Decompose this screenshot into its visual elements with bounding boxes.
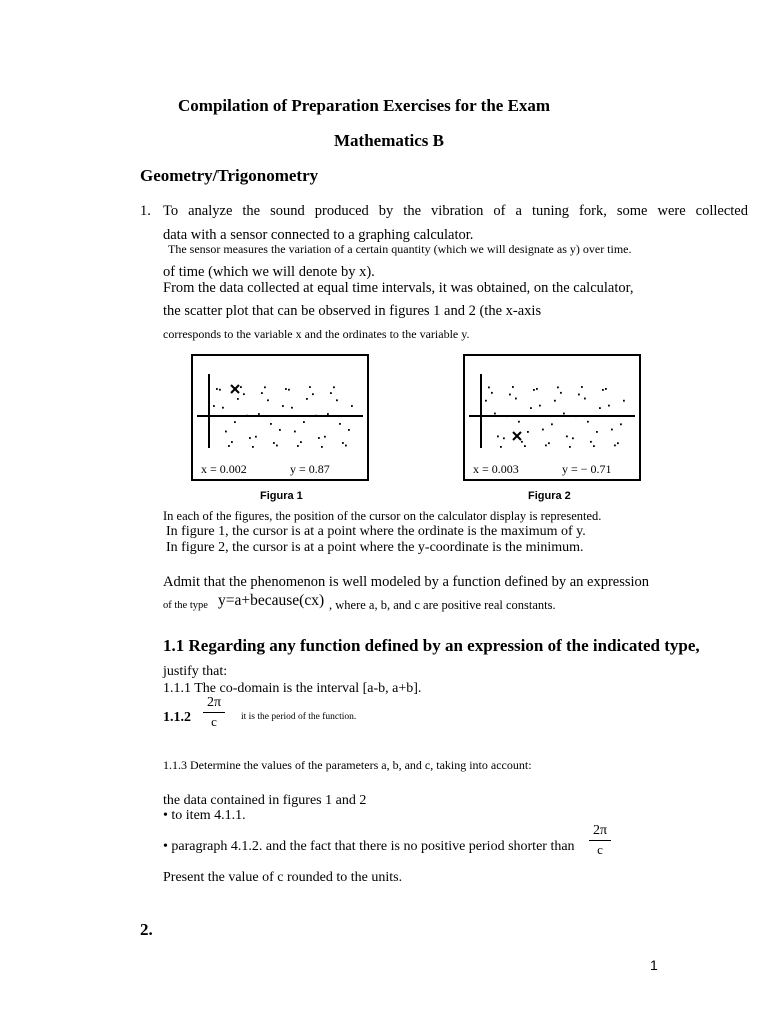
- scatter-point: [527, 431, 529, 433]
- scatter-point: [348, 429, 350, 431]
- scatter-point: [228, 445, 230, 447]
- scatter-point: [602, 389, 604, 391]
- fraction-denominator: c: [597, 842, 603, 857]
- scatter-point: [560, 392, 562, 394]
- scatter-point: [321, 446, 323, 448]
- scatter-point: [620, 423, 622, 425]
- q1-line-7: corresponds to the variable x and the ordinates to the variable y.: [163, 327, 470, 341]
- scatter-point: [584, 398, 586, 400]
- scatter-point: [554, 400, 556, 402]
- scatter-point: [339, 423, 341, 425]
- scatter-point: [542, 429, 544, 431]
- scatter-point: [566, 436, 568, 438]
- scatter-point: [273, 442, 275, 444]
- scatter-point: [491, 392, 493, 394]
- question-2-number: 2.: [140, 920, 153, 939]
- scatter-point: [578, 394, 580, 396]
- fraction-numerator: 2π: [203, 695, 225, 713]
- explain-line-1: In each of the figures, the position of the cursor on the calculator display is represented.: [163, 509, 602, 523]
- scatter-point: [557, 387, 559, 389]
- scatter-point: [524, 445, 526, 447]
- scatter-point: [593, 445, 595, 447]
- page-title: Compilation of Preparation Exercises for the Exam: [178, 96, 551, 115]
- figure-caption-1: Figura 1: [260, 490, 303, 502]
- scatter-point: [291, 407, 293, 409]
- scatter-point: [345, 445, 347, 447]
- item-1-1-2-text: it is the period of the function.: [241, 712, 357, 722]
- scatter-point: [258, 413, 260, 415]
- scatter-point: [261, 392, 263, 394]
- scatter-point: [569, 446, 571, 448]
- scatter-point: [246, 415, 248, 417]
- scatter-point: [240, 386, 242, 388]
- scatter-point: [333, 386, 335, 388]
- model-line-1: Admit that the phenomenon is well modeled by a function defined by an expression: [163, 574, 650, 590]
- justify-label: justify that:: [163, 664, 228, 679]
- scatter-point: [255, 436, 257, 438]
- scatter-point: [282, 405, 284, 407]
- bullet-item-1: • to item 4.1.1.: [163, 808, 246, 823]
- item-1-1-2-label: 1.1.2: [163, 710, 191, 725]
- scatter-point: [572, 437, 574, 439]
- scatter-point: [551, 423, 553, 425]
- scatter-point: [243, 393, 245, 395]
- q1-line-2: data with a sensor connected to a graphing calculator.: [163, 227, 474, 243]
- scatter-point: [225, 431, 227, 433]
- topic-heading: Geometry/Trigonometry: [140, 166, 319, 185]
- scatter-point: [488, 387, 490, 389]
- item-1-1-3: 1.1.3 Determine the values of the parameters a, b, and c, taking into account:: [163, 758, 532, 772]
- q1-line-5: From the data collected at equal time intervals, it was obtained, on the calculator,: [163, 280, 634, 296]
- scatter-point: [536, 388, 538, 390]
- scatter-point: [590, 441, 592, 443]
- scatter-point: [342, 442, 344, 444]
- question-number: 1.: [140, 203, 151, 219]
- scatter-point: [608, 405, 610, 407]
- scatter-point: [494, 413, 496, 415]
- data-line: the data contained in figures 1 and 2: [163, 793, 367, 808]
- scatter-point: [267, 399, 269, 401]
- q1-line-3: The sensor measures the variation of a certain quantity (which we will designate as y) over time.: [168, 242, 632, 256]
- scatter-point: [318, 437, 320, 439]
- calculator-display-2: [463, 354, 641, 481]
- explain-line-3: In figure 2, the cursor is at a point where the y-coordinate is the minimum.: [166, 540, 584, 555]
- scatter-point: [306, 398, 308, 400]
- present-instruction: Present the value of c rounded to the units.: [163, 870, 403, 885]
- scatter-point: [249, 437, 251, 439]
- scatter-point: [587, 421, 589, 423]
- scatter-point: [500, 446, 502, 448]
- cursor-x-readout-1: x = 0.002: [201, 462, 247, 476]
- scatter-point: [300, 441, 302, 443]
- scatter-point: [614, 445, 616, 447]
- scatter-point: [336, 399, 338, 401]
- scatter-point: [596, 431, 598, 433]
- scatter-point: [264, 386, 266, 388]
- scatter-point: [288, 389, 290, 391]
- scatter-point: [548, 442, 550, 444]
- scatter-point: [327, 413, 329, 415]
- q1-line-4: of time (which we will denote by x).: [163, 264, 375, 280]
- period-fraction-2: [589, 823, 611, 858]
- scatter-point: [515, 398, 517, 400]
- q1-line-6: the scatter plot that can be observed in figures 1 and 2 (the x-axis: [163, 303, 542, 319]
- scatter-point: [330, 392, 332, 394]
- scatter-point: [530, 407, 532, 409]
- scatter-point: [575, 415, 577, 417]
- scatter-point: [294, 431, 296, 433]
- scatter-plot-1: [193, 356, 367, 479]
- scatter-point: [533, 389, 535, 391]
- scatter-point: [285, 388, 287, 390]
- cursor-y-readout-1: y = 0.87: [290, 462, 330, 476]
- scatter-point: [351, 405, 353, 407]
- fraction-numerator: 2π: [589, 823, 611, 841]
- model-formula: y=a+because(cx): [218, 592, 325, 609]
- scatter-point: [252, 446, 254, 448]
- scatter-plot-2: [465, 356, 639, 479]
- scatter-point: [581, 386, 583, 388]
- page-number: 1: [650, 957, 658, 973]
- subsection-heading-1-1: 1.1 Regarding any function defined by an expression of the indicated type,: [163, 636, 700, 655]
- scatter-point: [611, 429, 613, 431]
- scatter-point: [512, 386, 514, 388]
- scatter-point: [297, 445, 299, 447]
- scatter-point: [276, 445, 278, 447]
- scatter-point: [539, 405, 541, 407]
- q1-line-1: To analyze the sound produced by the vibration of a tuning fork, some were collected: [163, 203, 748, 219]
- scatter-point: [303, 421, 305, 423]
- scatter-point: [503, 437, 505, 439]
- subject-title: Mathematics B: [334, 131, 445, 150]
- scatter-point: [506, 415, 508, 417]
- scatter-point: [521, 441, 523, 443]
- scatter-point: [623, 400, 625, 402]
- scatter-point: [234, 421, 236, 423]
- fraction-denominator: c: [211, 714, 217, 729]
- scatter-point: [270, 423, 272, 425]
- cursor-x-readout-2: x = 0.003: [473, 462, 519, 476]
- scatter-point: [509, 394, 511, 396]
- model-of-type: of the type: [163, 600, 208, 611]
- scatter-point: [563, 413, 565, 415]
- model-constants-text: , where a, b, and c are positive real constants.: [329, 598, 556, 612]
- scatter-point: [216, 388, 218, 390]
- calculator-display-1: [191, 354, 369, 481]
- scatter-point: [213, 405, 215, 407]
- scatter-point: [309, 386, 311, 388]
- period-fraction-1: [203, 695, 225, 730]
- scatter-point: [497, 436, 499, 438]
- scatter-point: [617, 442, 619, 444]
- item-1-1-1: 1.1.1 The co-domain is the interval [a-b, a+b].: [163, 681, 422, 696]
- scatter-point: [315, 415, 317, 417]
- scatter-point: [324, 436, 326, 438]
- figure-caption-2: Figura 2: [528, 490, 571, 502]
- scatter-point: [599, 407, 601, 409]
- scatter-point: [518, 421, 520, 423]
- scatter-point: [605, 388, 607, 390]
- scatter-point: [485, 400, 487, 402]
- scatter-point: [545, 445, 547, 447]
- bullet-item-2: • paragraph 4.1.2. and the fact that there is no positive period shorter than: [163, 839, 575, 854]
- scatter-point: [312, 393, 314, 395]
- cursor-marker-2: [513, 432, 521, 440]
- cursor-marker-1: [231, 385, 239, 393]
- scatter-point: [237, 398, 239, 400]
- explain-line-2: In figure 1, the cursor is at a point where the ordinate is the maximum of y.: [166, 524, 586, 539]
- scatter-point: [279, 429, 281, 431]
- scatter-point: [222, 407, 224, 409]
- scatter-point: [219, 389, 221, 391]
- cursor-y-readout-2: y = − 0.71: [562, 462, 612, 476]
- scatter-point: [231, 441, 233, 443]
